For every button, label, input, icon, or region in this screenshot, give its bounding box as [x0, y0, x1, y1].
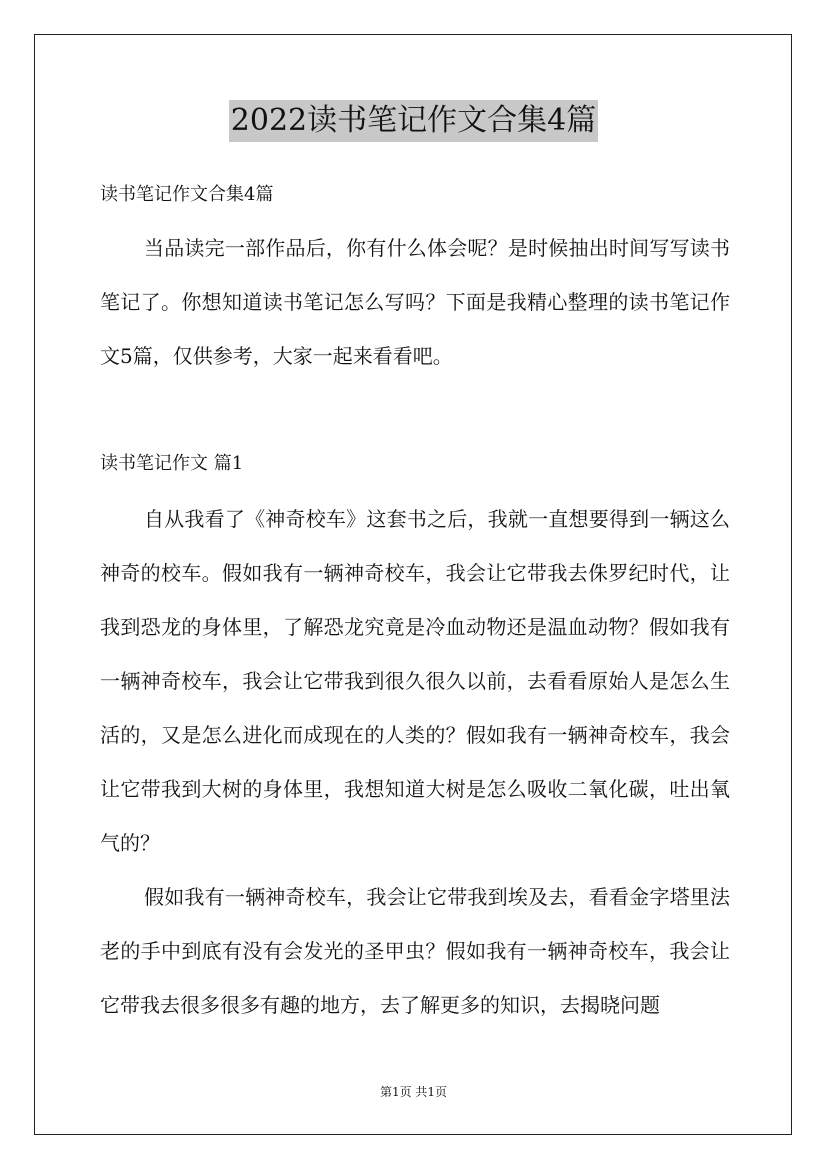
document-subtitle: 读书笔记作文合集4篇 [100, 184, 274, 205]
document-title: 2022读书笔记作文合集4篇 [229, 100, 598, 142]
document-title-block [0, 100, 827, 142]
body-paragraph: 假如我有一辆神奇校车，我会让它带我到埃及去，看看金字塔里法老的手中到底有没有会发光的圣甲虫？假如我有一辆神奇校车，我会让它带我去很多很多有趣的地方，去了解更多的知识，去揭晓问题 [100, 885, 730, 1017]
intro-paragraph: 当品读完一部作品后，你有什么体会呢？是时候抽出时间写写读书笔记了。你想知道读书笔记怎么写吗？下面是我精心整理的读书笔记作文5篇，仅供参考，大家一起来看看吧。 [100, 236, 730, 368]
page-footer: 第1页 共1页 [379, 1085, 448, 1099]
section-heading: 读书笔记作文 篇1 [100, 453, 244, 474]
body-paragraph: 自从我看了《神奇校车》这套书之后，我就一直想要得到一辆这么神奇的校车。假如我有一辆神奇校车，我会让它带我去侏罗纪时代，让我到恐龙的身体里，了解恐龙究竟是冷血动物还是温血动物？假如我有一辆神奇校车，我会让它带我到很久很久以前，去看看原始人是怎么生活的，又是怎么进化而成现在的人类的？假如我有一辆神奇校车，我会让它带我到大树的身体里，我想知道大树是怎么吸收二氧化碳，吐出氧气的？ [100, 507, 730, 855]
